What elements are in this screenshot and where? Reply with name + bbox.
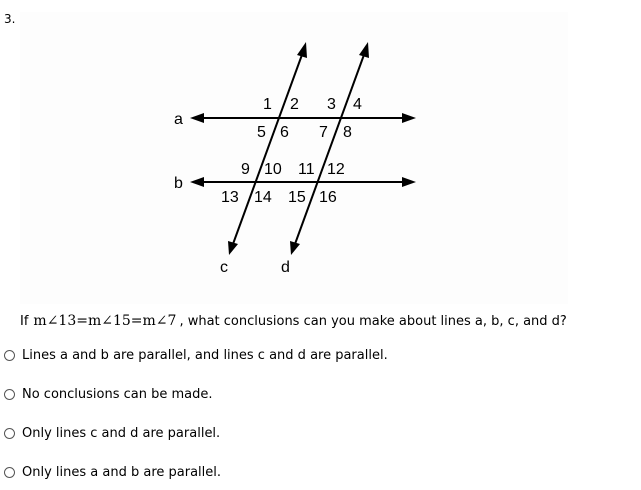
transversal-diagram [20,12,568,304]
answer-choice-3[interactable] [4,426,220,441]
answer-choice-label: Lines a and b are parallel, and lines c and d are parallel. [22,348,388,363]
line-b [190,177,416,187]
line-d [290,42,369,255]
angle-equation: m∠13=m∠15=m∠7 [33,313,177,329]
angle-label-4: 4 [353,96,362,113]
line-label-b: b [174,175,183,192]
angle-label-14: 14 [254,189,272,206]
line-label-a: a [174,111,183,128]
answer-choice-label: Only lines c and d are parallel. [22,426,221,441]
angle-label-2: 2 [290,96,299,113]
angle-label-8: 8 [343,124,352,141]
angle-label-1: 1 [263,96,272,113]
angle-label-11: 11 [298,161,315,178]
radio-button[interactable] [4,389,15,400]
line-label-c: c [220,259,228,276]
answer-choice-1[interactable] [4,348,388,363]
answer-choice-4[interactable] [4,465,221,480]
question-number: 3. [4,12,16,26]
angle-label-6: 6 [280,124,289,141]
prompt-tail: , what conclusions can you make about lines a, b, c, and d? [179,314,567,329]
line-a [190,113,416,123]
question-prompt [20,313,567,329]
angle-label-16: 16 [319,189,337,206]
radio-button[interactable] [4,350,15,361]
geometry-figure [20,12,568,304]
angle-label-10: 10 [264,161,282,178]
radio-button[interactable] [4,428,15,439]
angle-label-3: 3 [327,96,336,113]
angle-label-12: 12 [327,161,345,178]
line-c [228,42,307,255]
answer-choice-label: No conclusions can be made. [22,387,213,402]
angle-label-15: 15 [288,189,306,206]
answer-choice-2[interactable] [4,387,213,402]
angle-label-7: 7 [319,124,328,141]
angle-label-13: 13 [221,189,239,206]
prompt-lead: If [20,314,29,329]
radio-button[interactable] [4,467,15,478]
angle-label-9: 9 [241,161,250,178]
answer-choice-label: Only lines a and b are parallel. [22,465,221,480]
angle-label-5: 5 [257,124,266,141]
line-label-d: d [281,259,290,276]
